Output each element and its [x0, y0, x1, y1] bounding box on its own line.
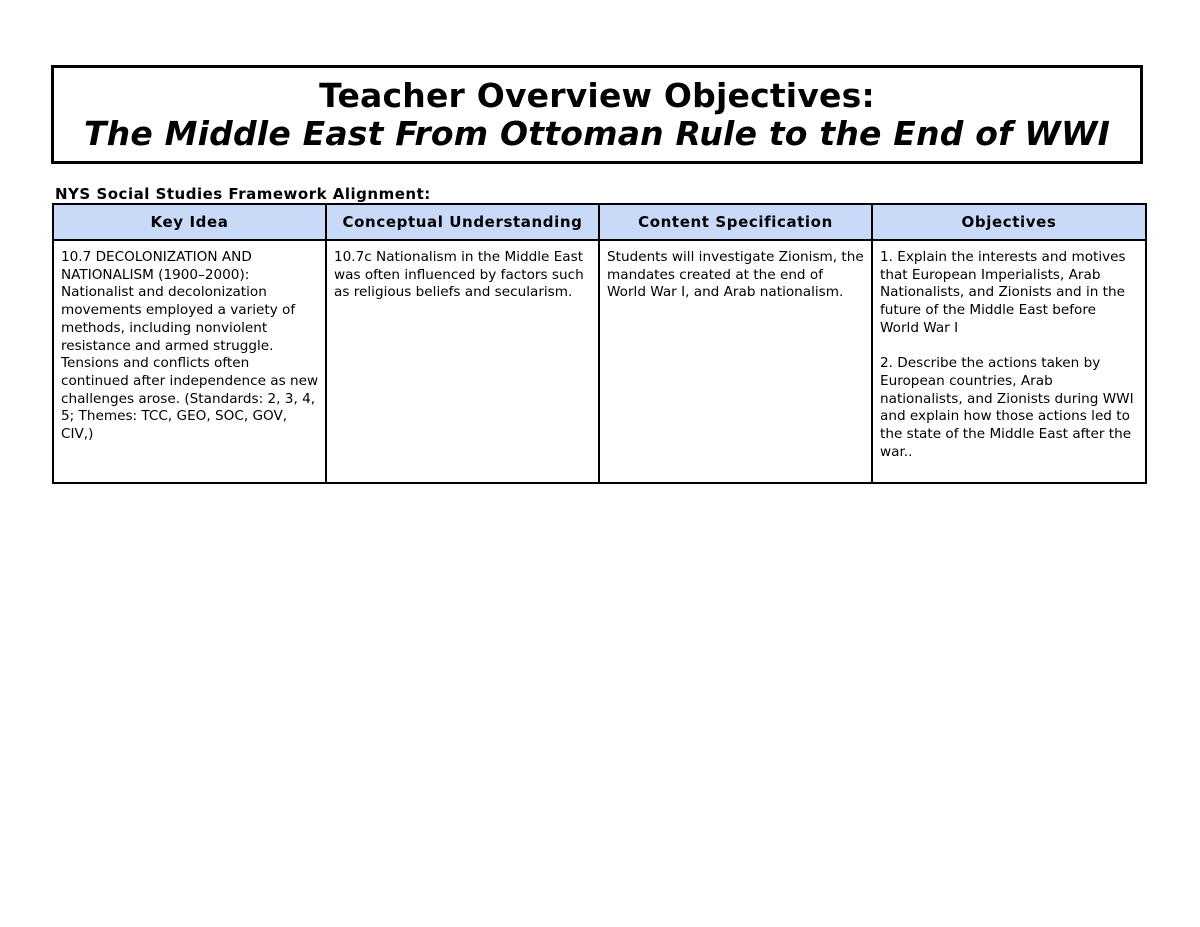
- header-conceptual-understanding: Conceptual Understanding: [326, 204, 599, 240]
- header-key-idea: Key Idea: [53, 204, 326, 240]
- header-content-specification: Content Specification: [599, 204, 872, 240]
- cell-content-specification: Students will investigate Zionism, the mandates created at the end of World War I, and Arab nationalism.: [599, 240, 872, 483]
- header-objectives: Objectives: [872, 204, 1146, 240]
- framework-alignment-table: [52, 203, 1147, 484]
- cell-objectives: [872, 240, 1146, 483]
- title-box: [51, 65, 1143, 164]
- cell-key-idea: 10.7 DECOLONIZATION AND NATIONALISM (1900–2000): Nationalist and decolonization movements employed a variety of methods, including nonviolent resistance and armed struggle. Tensions and conflicts often continued after independence as new challenges arose. (Standards: 2, 3, 4, 5; Themes: TCC, GEO, SOC, GOV, CIV,): [53, 240, 326, 483]
- page-title: Teacher Overview Objectives:: [319, 76, 875, 115]
- objective-1: 1. Explain the interests and motives that European Imperialists, Arab Nationalists, and Zionists and in the future of the Middle East before World War I: [880, 249, 1126, 336]
- table-header-row: [53, 204, 1146, 240]
- framework-alignment-label: NYS Social Studies Framework Alignment:: [55, 185, 431, 203]
- cell-conceptual-understanding: 10.7c Nationalism in the Middle East was often influenced by factors such as religious beliefs and secularism.: [326, 240, 599, 483]
- table-row: [53, 240, 1146, 483]
- objective-2: 2. Describe the actions taken by European countries, Arab nationalists, and Zionists during WWI and explain how those actions led to the state of the Middle East after the war..: [880, 355, 1134, 460]
- page-subtitle: The Middle East From Ottoman Rule to the End of WWI: [83, 114, 1111, 153]
